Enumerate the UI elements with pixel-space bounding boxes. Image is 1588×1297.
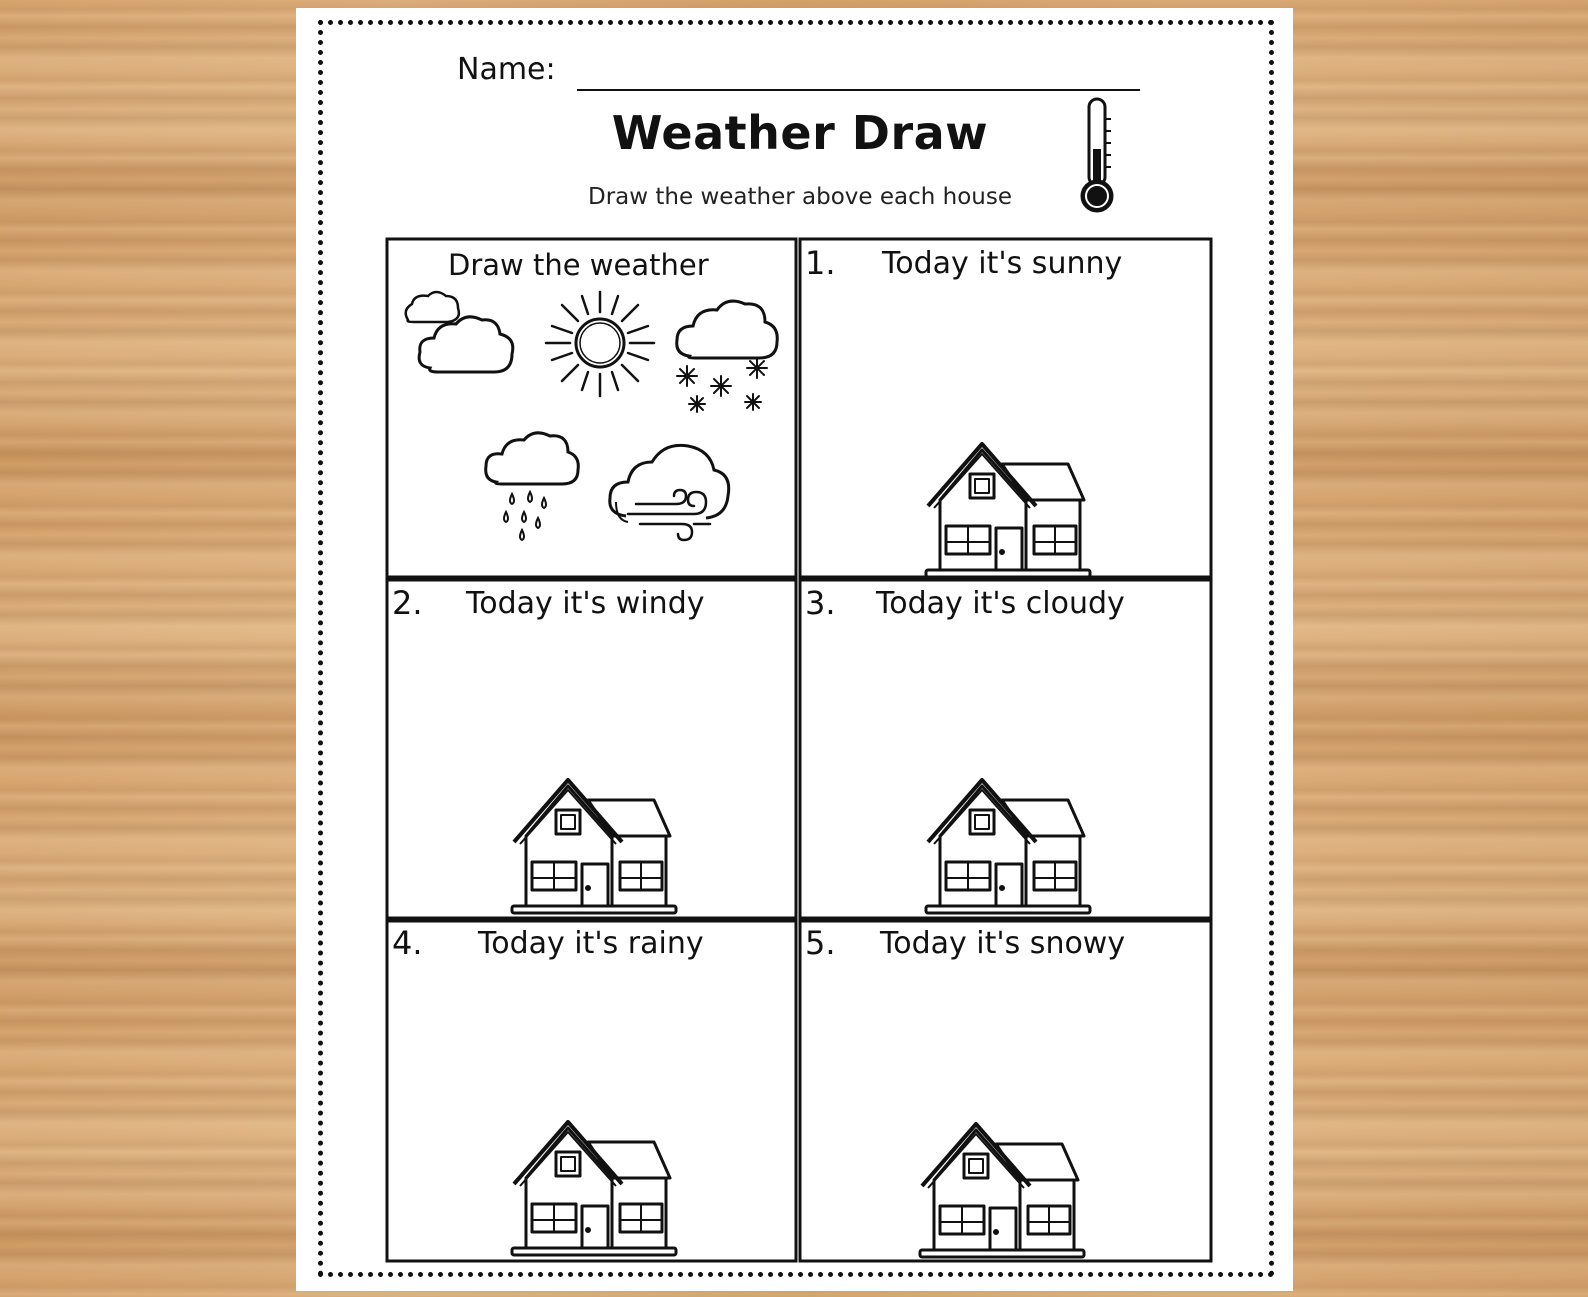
- page-title: Weather Draw: [611, 106, 989, 160]
- cell-label-sunny: Today it's sunny: [882, 246, 1123, 281]
- cell-label-windy: Today it's windy: [466, 586, 705, 621]
- rain-cloud-icon: [482, 428, 582, 546]
- house-windy: [508, 778, 680, 916]
- cloudy-icon: [400, 290, 525, 385]
- house-sunny: [922, 442, 1094, 580]
- page-subtitle: Draw the weather above each house: [588, 184, 1012, 210]
- cell-label-rainy: Today it's rainy: [478, 926, 704, 961]
- house-rainy: [508, 1120, 680, 1258]
- reference-title: Draw the weather: [448, 248, 709, 282]
- name-label: Name:: [457, 52, 556, 87]
- cell-number-3: 3.: [805, 584, 836, 622]
- cell-number-2: 2.: [392, 584, 423, 622]
- cell-label-cloudy: Today it's cloudy: [876, 586, 1125, 621]
- name-line: [577, 89, 1140, 91]
- thermometer-icon: [1076, 97, 1120, 217]
- cell-number-1: 1.: [805, 244, 836, 282]
- snow-cloud-icon: [673, 292, 783, 420]
- cell-number-4: 4.: [392, 924, 423, 962]
- cell-number-5: 5.: [805, 924, 836, 962]
- house-cloudy: [922, 778, 1094, 916]
- house-snowy: [916, 1122, 1088, 1260]
- windy-cloud-icon: [606, 440, 734, 552]
- cell-label-snowy: Today it's snowy: [880, 926, 1126, 961]
- sun-icon: [540, 288, 660, 400]
